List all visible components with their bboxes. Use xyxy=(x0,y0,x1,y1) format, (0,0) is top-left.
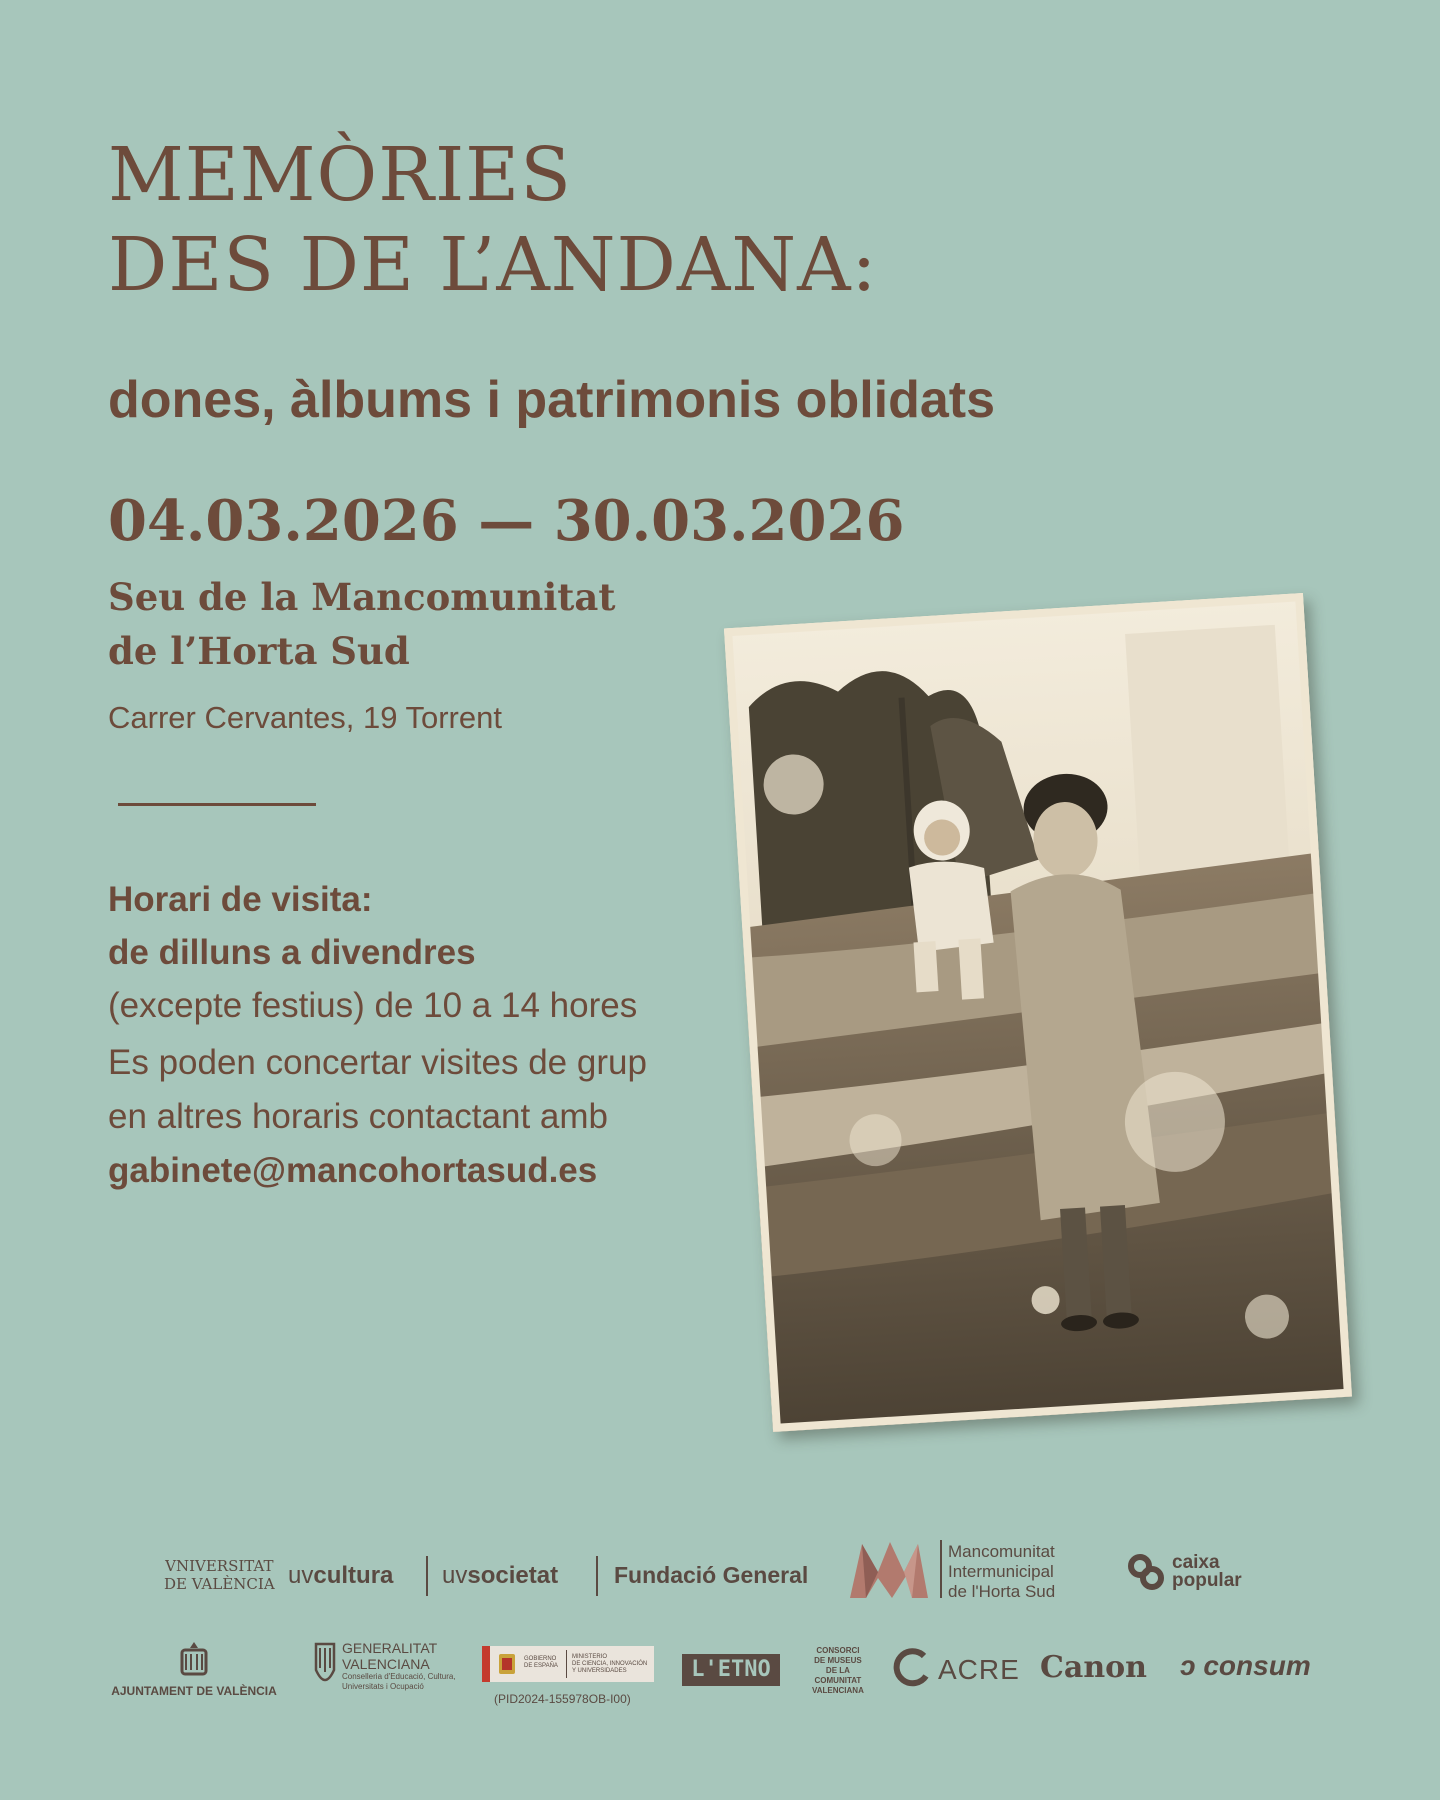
poster-subtitle: dones, àlbums i patrimonis oblidats xyxy=(108,371,996,429)
contact-email[interactable]: gabinete@mancohortasud.es xyxy=(108,1151,598,1190)
hours-times: (excepte festius) de 10 a 14 hores xyxy=(108,986,638,1025)
divider xyxy=(118,803,316,806)
mancomunitat-icon xyxy=(848,1538,930,1600)
venue-address: Carrer Cervantes, 19 Torrent xyxy=(108,700,502,735)
group-line-1: Es poden concertar visites de grup xyxy=(108,1043,647,1082)
acre-ring-icon xyxy=(892,1648,932,1688)
venue-name xyxy=(108,570,615,678)
logo-universitat-valencia xyxy=(164,1557,275,1593)
gv-line-3: Conselleria d'Educació, Cultura, xyxy=(342,1672,456,1681)
caixa-line-1: caixa xyxy=(1172,1552,1220,1573)
ministerio-line-2: DE CIENCIA, INNOVACIÓN xyxy=(572,1661,648,1667)
gv-line-2: VALENCIANA xyxy=(342,1656,430,1672)
uvsocietat-prefix: uv xyxy=(442,1562,468,1589)
logo-separator xyxy=(940,1540,942,1598)
generalitat-shield-icon xyxy=(312,1640,338,1692)
venue-line-1: Seu de la Mancomunitat xyxy=(108,575,616,619)
logo-ajuntament-valencia xyxy=(104,1640,284,1698)
vintage-photo xyxy=(724,593,1352,1432)
uv-line-1: VNIVERSITAT xyxy=(165,1557,274,1575)
uv-line-2: DE VALÈNCIA xyxy=(164,1575,275,1593)
consorci-line-5: VALENCIANA xyxy=(812,1686,864,1695)
gv-line-1: GENERALITAT xyxy=(342,1640,438,1656)
consum-icon: ↄ xyxy=(1180,1650,1196,1681)
logo-fundacio-general xyxy=(614,1562,808,1589)
group-line-2: en altres horaris contactant amb xyxy=(108,1097,608,1136)
uvcultura-prefix: uv xyxy=(288,1562,314,1589)
consorci-line-1: CONSORCI xyxy=(816,1646,860,1655)
logo-consum xyxy=(1180,1650,1311,1682)
logo-canon xyxy=(1040,1650,1147,1685)
manco-line-1: Mancomunitat xyxy=(948,1542,1055,1561)
ministerio-line-3: Y UNIVERSIDADES xyxy=(572,1668,627,1674)
consorci-line-2: DE MUSEUS xyxy=(814,1656,862,1665)
consorci-line-3: DE LA xyxy=(825,1666,850,1675)
poster-title xyxy=(108,130,877,310)
logo-separator xyxy=(426,1556,428,1596)
group-visits xyxy=(108,1036,647,1198)
caixa-line-2: popular xyxy=(1172,1570,1242,1591)
uvcultura-name: cultura xyxy=(313,1562,394,1589)
gobierno-line-2: DE ESPAÑA xyxy=(524,1663,558,1669)
consum-name: consum xyxy=(1203,1650,1311,1681)
logo-consorci-museus xyxy=(812,1646,864,1696)
caixa-popular-icon xyxy=(1128,1554,1164,1590)
venue-line-2: de l’Horta Sud xyxy=(108,629,410,673)
valencia-crest-icon xyxy=(174,1640,214,1680)
hours-heading: Horari de visita: xyxy=(108,880,373,919)
manco-line-3: de l'Horta Sud xyxy=(948,1582,1056,1601)
logo-gobierno-espana xyxy=(482,1646,654,1682)
canon-name: Canon xyxy=(1040,1650,1147,1685)
consorci-line-4: COMUNITAT xyxy=(814,1676,862,1685)
title-line-1: MEMÒRIES xyxy=(108,132,572,218)
logo-separator xyxy=(596,1556,598,1596)
vintage-photo-image xyxy=(724,593,1352,1432)
acre-name: ACRE xyxy=(938,1654,1020,1685)
title-line-2: DES DE L’ANDANA: xyxy=(108,222,878,308)
visiting-hours xyxy=(108,873,637,1032)
ajuntament-name: AJUNTAMENT DE VALÈNCIA xyxy=(111,1684,277,1698)
logo-letno xyxy=(682,1654,780,1686)
uvsocietat-name: societat xyxy=(467,1562,559,1589)
hours-days: de dilluns a divendres xyxy=(108,933,476,972)
gv-line-4: Universitats i Ocupació xyxy=(342,1682,424,1691)
gobierno-line-1: GOBIERNO xyxy=(524,1656,557,1662)
manco-line-2: Intermunicipal xyxy=(948,1562,1054,1581)
letno-name: L'ETNO xyxy=(691,1657,771,1682)
ministerio-line-1: MINISTERIO xyxy=(572,1654,608,1660)
exhibition-dates: 04.03.2026 — 30.03.2026 xyxy=(108,488,905,554)
logo-uvsocietat xyxy=(442,1562,558,1590)
logo-uvcultura xyxy=(288,1562,393,1590)
project-code: (PID2024-155978OB-I00) xyxy=(494,1692,631,1706)
spain-crest-icon xyxy=(496,1650,518,1678)
fundacio-name: Fundació General xyxy=(614,1562,809,1588)
